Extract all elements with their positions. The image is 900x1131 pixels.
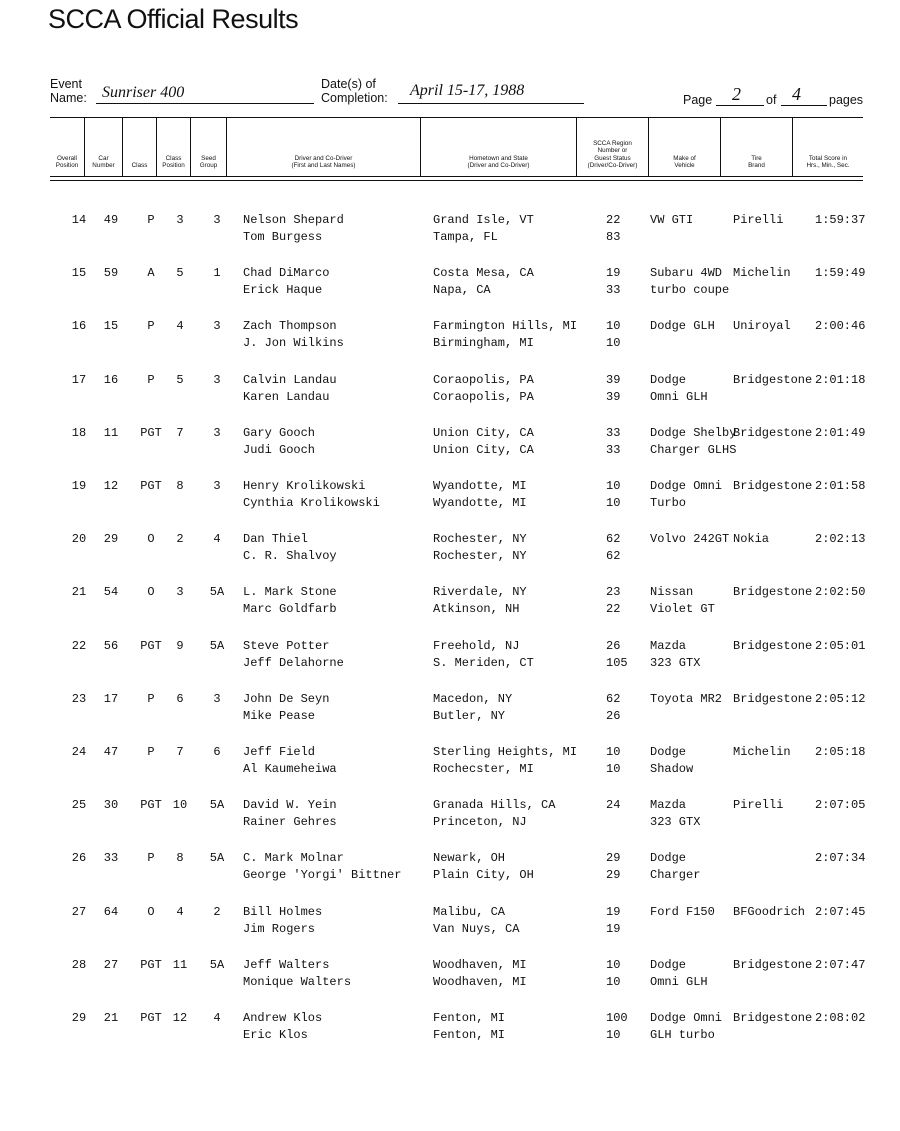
row-driver-region: 10 xyxy=(606,745,621,759)
row-driver-hometown: Freehold, NJ xyxy=(433,638,520,653)
row-total-score: 1:59:49 xyxy=(815,266,866,281)
row-overall-position: 22 xyxy=(71,638,87,653)
row-class: PGT xyxy=(140,798,162,813)
row-codriver-hometown: Fenton, MI xyxy=(433,1028,506,1042)
page-label: Page xyxy=(683,93,713,107)
row-driver-hometown: Union City, CA xyxy=(433,425,534,440)
row-codriver: Monique Walters xyxy=(243,974,352,989)
row-tire-brand: Michelin xyxy=(733,266,791,281)
row-codriver-hometown: Coraopolis, PA xyxy=(433,389,534,404)
row-tire-brand: Bridgestone xyxy=(733,957,813,972)
table-row xyxy=(0,639,900,679)
row-overall-position: 20 xyxy=(71,532,87,547)
row-car-number: 16 xyxy=(103,372,119,387)
row-driver-region: 62 xyxy=(606,532,621,547)
row-codriver-hometown: Plain City, OH xyxy=(433,868,534,883)
row-class: O xyxy=(147,532,155,547)
page-number-underline xyxy=(716,105,764,106)
row-total-score: 2:07:47 xyxy=(815,957,866,972)
row-vehicle-make: Subaru 4WD xyxy=(650,266,723,281)
row-total-score: 2:05:12 xyxy=(815,691,866,706)
event-name-underline xyxy=(96,103,314,104)
row-car-number: 27 xyxy=(103,957,119,972)
row-seed-group: 5A xyxy=(209,851,225,866)
row-driver: Jeff Field xyxy=(243,745,316,759)
col-seed-group: Seed Group xyxy=(190,118,226,176)
row-driver: David W. Yein xyxy=(243,798,337,813)
row-vehicle-make: Nissan xyxy=(650,585,694,600)
row-codriver-region: 29 xyxy=(606,868,621,883)
row-total-score: 2:01:58 xyxy=(815,479,866,493)
row-overall-position: 25 xyxy=(71,798,87,813)
row-codriver-region: 10 xyxy=(606,762,621,776)
table-row xyxy=(0,266,900,306)
row-driver: Nelson Shepard xyxy=(243,213,344,227)
row-driver: L. Mark Stone xyxy=(243,585,337,600)
row-driver: Bill Holmes xyxy=(243,904,323,919)
row-seed-group: 2 xyxy=(213,904,221,919)
row-class: PGT xyxy=(140,425,162,440)
row-codriver: Cynthia Krolikowski xyxy=(243,496,380,510)
row-vehicle-model: Charger xyxy=(650,868,701,883)
row-driver-region: 10 xyxy=(606,319,621,334)
row-vehicle-model: Shadow xyxy=(650,762,694,776)
table-row xyxy=(0,319,900,359)
table-row xyxy=(0,745,900,785)
dates-label-line1: Date(s) of xyxy=(321,77,376,91)
row-codriver: C. R. Shalvoy xyxy=(243,549,337,564)
col-scca-region: SCCA Region Number or Guest Status (Driver/Co-Driver) xyxy=(576,118,648,176)
row-seed-group: 5A xyxy=(209,638,225,653)
row-codriver-region: 33 xyxy=(606,442,621,457)
row-driver-hometown: Sterling Heights, MI xyxy=(433,745,578,759)
row-driver-region: 33 xyxy=(606,425,621,440)
row-class-position: 3 xyxy=(176,213,184,227)
table-row xyxy=(0,532,900,572)
row-vehicle-make: Dodge GLH xyxy=(650,319,715,334)
row-car-number: 56 xyxy=(103,638,119,653)
table-row xyxy=(0,905,900,945)
row-class: P xyxy=(147,745,155,759)
row-codriver-hometown: Atkinson, NH xyxy=(433,602,520,617)
row-codriver: Jeff Delahorne xyxy=(243,655,344,670)
pages-label: pages xyxy=(829,93,864,107)
row-tire-brand: BFGoodrich xyxy=(733,904,806,919)
row-class-position: 12 xyxy=(172,1011,188,1025)
row-seed-group: 5A xyxy=(209,585,225,600)
row-driver-hometown: Granada Hills, CA xyxy=(433,798,556,813)
row-seed-group: 3 xyxy=(213,479,221,493)
row-vehicle-model: GLH turbo xyxy=(650,1028,715,1042)
row-codriver-hometown: Wyandotte, MI xyxy=(433,496,527,510)
row-codriver-hometown: Princeton, NJ xyxy=(433,815,527,830)
col-hometown-state: Hometown and State (Driver and Co-Driver) xyxy=(420,118,576,176)
row-codriver: Tom Burgess xyxy=(243,230,323,244)
row-codriver-hometown: Van Nuys, CA xyxy=(433,921,520,936)
col-class: Class xyxy=(122,118,156,176)
row-codriver-hometown: Birmingham, MI xyxy=(433,336,534,351)
dates-value: April 15-17, 1988 xyxy=(410,82,525,99)
event-name-value: Sunriser 400 xyxy=(102,84,185,101)
row-driver-hometown: Farmington Hills, MI xyxy=(433,319,578,334)
row-seed-group: 4 xyxy=(213,1011,221,1025)
row-class: P xyxy=(147,372,155,387)
row-overall-position: 29 xyxy=(71,1011,87,1025)
row-total-score: 1:59:37 xyxy=(815,213,866,227)
row-vehicle-model: Violet GT xyxy=(650,602,715,617)
row-codriver-region: 19 xyxy=(606,921,621,936)
row-vehicle-make: Dodge xyxy=(650,745,687,759)
row-car-number: 47 xyxy=(103,745,119,759)
row-vehicle-make: Mazda xyxy=(650,798,687,813)
row-overall-position: 17 xyxy=(71,372,87,387)
row-overall-position: 21 xyxy=(71,585,87,600)
table-row xyxy=(0,958,900,998)
row-vehicle-make: Dodge Omni xyxy=(650,479,723,493)
col-driver-codriver: Driver and Co-Driver (First and Last Names) xyxy=(226,118,420,176)
row-car-number: 29 xyxy=(103,532,119,547)
row-class-position: 10 xyxy=(172,798,188,813)
row-tire-brand: Bridgestone xyxy=(733,585,813,600)
row-car-number: 30 xyxy=(103,798,119,813)
row-vehicle-make: Toyota MR2 xyxy=(650,691,723,706)
row-codriver-region: 83 xyxy=(606,230,621,244)
row-driver: Jeff Walters xyxy=(243,957,330,972)
row-driver-region: 26 xyxy=(606,638,621,653)
row-seed-group: 5A xyxy=(209,957,225,972)
table-row xyxy=(0,1011,900,1051)
table-row xyxy=(0,851,900,891)
row-driver-region: 10 xyxy=(606,479,621,493)
row-codriver-region: 105 xyxy=(606,655,628,670)
table-row xyxy=(0,213,900,253)
row-car-number: 33 xyxy=(103,851,119,866)
row-class-position: 11 xyxy=(172,957,188,972)
row-class-position: 8 xyxy=(176,479,184,493)
row-tire-brand: Michelin xyxy=(733,745,791,759)
row-total-score: 2:07:05 xyxy=(815,798,866,813)
of-label: of xyxy=(766,93,777,107)
row-class: P xyxy=(147,319,155,334)
row-codriver: Erick Haque xyxy=(243,283,323,298)
row-codriver-region: 22 xyxy=(606,602,621,617)
row-overall-position: 19 xyxy=(71,479,87,493)
row-driver: Chad DiMarco xyxy=(243,266,330,281)
row-class-position: 8 xyxy=(176,851,184,866)
row-vehicle-model: Omni GLH xyxy=(650,974,708,989)
row-driver-region: 29 xyxy=(606,851,621,866)
row-overall-position: 14 xyxy=(71,213,87,227)
row-total-score: 2:02:50 xyxy=(815,585,866,600)
page-title: SCCA Official Results xyxy=(48,4,299,34)
row-codriver-region: 10 xyxy=(606,974,621,989)
row-seed-group: 5A xyxy=(209,798,225,813)
row-driver: John De Seyn xyxy=(243,691,330,706)
row-vehicle-make: Mazda xyxy=(650,638,687,653)
row-driver-hometown: Woodhaven, MI xyxy=(433,957,527,972)
row-driver: Steve Potter xyxy=(243,638,330,653)
row-total-score: 2:00:46 xyxy=(815,319,866,334)
row-class: PGT xyxy=(140,638,162,653)
row-class: O xyxy=(147,904,155,919)
row-tire-brand: Bridgestone xyxy=(733,691,813,706)
page-number: 2 xyxy=(732,84,741,104)
row-vehicle-make: VW GTI xyxy=(650,213,694,227)
row-driver-hometown: Wyandotte, MI xyxy=(433,479,527,493)
row-class: P xyxy=(147,213,155,227)
row-class: PGT xyxy=(140,479,162,493)
row-codriver: George 'Yorgi' Bittner xyxy=(243,868,402,883)
dates-label-line2: Completion: xyxy=(321,91,388,105)
row-class: P xyxy=(147,851,155,866)
row-overall-position: 24 xyxy=(71,745,87,759)
col-car-number: Car Number xyxy=(84,118,122,176)
row-codriver-region: 10 xyxy=(606,336,621,351)
row-codriver: Karen Landau xyxy=(243,389,330,404)
row-total-score: 2:08:02 xyxy=(815,1011,866,1025)
row-overall-position: 16 xyxy=(71,319,87,334)
row-driver-hometown: Riverdale, NY xyxy=(433,585,527,600)
row-class: PGT xyxy=(140,957,162,972)
row-class: A xyxy=(147,266,155,281)
row-driver-region: 24 xyxy=(606,798,621,813)
event-label-line2: Name: xyxy=(50,91,87,105)
row-driver-hometown: Rochester, NY xyxy=(433,532,527,547)
table-row xyxy=(0,479,900,519)
row-car-number: 64 xyxy=(103,904,119,919)
row-total-score: 2:01:49 xyxy=(815,425,866,440)
row-driver-region: 22 xyxy=(606,213,621,227)
row-vehicle-make: Ford F150 xyxy=(650,904,715,919)
row-codriver-hometown: Butler, NY xyxy=(433,708,506,723)
row-codriver: Judi Gooch xyxy=(243,442,316,457)
row-codriver: Al Kaumeheiwa xyxy=(243,762,337,776)
row-vehicle-make: Volvo 242GT xyxy=(650,532,730,547)
row-car-number: 49 xyxy=(103,213,119,227)
table-row xyxy=(0,426,900,466)
row-codriver-hometown: Rochester, NY xyxy=(433,549,527,564)
row-codriver: Eric Klos xyxy=(243,1028,308,1042)
row-class-position: 3 xyxy=(176,585,184,600)
row-vehicle-make: Dodge Omni xyxy=(650,1011,723,1025)
row-total-score: 2:07:34 xyxy=(815,851,866,866)
row-seed-group: 3 xyxy=(213,213,221,227)
row-vehicle-model: 323 GTX xyxy=(650,815,701,830)
row-driver-region: 62 xyxy=(606,691,621,706)
row-class-position: 5 xyxy=(176,266,184,281)
row-driver: Gary Gooch xyxy=(243,425,316,440)
row-vehicle-model: Charger GLHS xyxy=(650,442,737,457)
row-total-score: 2:05:18 xyxy=(815,745,866,759)
row-driver-hometown: Malibu, CA xyxy=(433,904,506,919)
row-seed-group: 6 xyxy=(213,745,221,759)
row-driver: Calvin Landau xyxy=(243,372,337,387)
row-driver-region: 19 xyxy=(606,904,621,919)
row-tire-brand: Bridgestone xyxy=(733,1011,813,1025)
row-class-position: 7 xyxy=(176,745,184,759)
row-vehicle-make: Dodge xyxy=(650,851,687,866)
col-overall-position: Overall Position xyxy=(55,154,79,169)
row-codriver: J. Jon Wilkins xyxy=(243,336,344,351)
row-class-position: 4 xyxy=(176,319,184,334)
row-seed-group: 1 xyxy=(213,266,221,281)
row-tire-brand: Pirelli xyxy=(733,213,784,227)
row-driver-hometown: Fenton, MI xyxy=(433,1011,506,1025)
row-codriver: Mike Pease xyxy=(243,708,316,723)
row-codriver-region: 62 xyxy=(606,549,621,564)
page-total: 4 xyxy=(792,84,801,104)
row-tire-brand: Bridgestone xyxy=(733,425,813,440)
row-class: P xyxy=(147,691,155,706)
row-vehicle-model: Turbo xyxy=(650,496,687,510)
row-overall-position: 26 xyxy=(71,851,87,866)
row-driver: Andrew Klos xyxy=(243,1011,323,1025)
col-total-score: Total Score in Hrs., Min., Sec. xyxy=(792,118,863,176)
row-seed-group: 3 xyxy=(213,425,221,440)
row-overall-position: 27 xyxy=(71,904,87,919)
row-driver-hometown: Grand Isle, VT xyxy=(433,213,534,227)
row-seed-group: 3 xyxy=(213,372,221,387)
row-tire-brand: Pirelli xyxy=(733,798,784,813)
row-codriver-hometown: Tampa, FL xyxy=(433,230,498,244)
row-tire-brand: Uniroyal xyxy=(733,319,791,334)
row-driver-hometown: Costa Mesa, CA xyxy=(433,266,534,281)
row-codriver-region: 10 xyxy=(606,1028,621,1042)
row-codriver-hometown: Woodhaven, MI xyxy=(433,974,527,989)
row-total-score: 2:07:45 xyxy=(815,904,866,919)
row-driver: Dan Thiel xyxy=(243,532,308,547)
row-codriver-region: 26 xyxy=(606,708,621,723)
row-driver-region: 23 xyxy=(606,585,621,600)
row-driver: C. Mark Molnar xyxy=(243,851,344,866)
row-class-position: 9 xyxy=(176,638,184,653)
row-car-number: 11 xyxy=(103,425,119,440)
col-make-of-vehicle: Make of Vehicle xyxy=(648,118,720,176)
row-driver-region: 10 xyxy=(606,957,621,972)
row-class-position: 6 xyxy=(176,691,184,706)
row-total-score: 2:01:18 xyxy=(815,372,866,387)
table-row xyxy=(0,585,900,625)
row-vehicle-model: 323 GTX xyxy=(650,655,701,670)
col-class-position: Class Position xyxy=(156,118,190,176)
row-driver-region: 19 xyxy=(606,266,621,281)
row-codriver: Rainer Gehres xyxy=(243,815,337,830)
row-driver-region: 100 xyxy=(606,1011,628,1025)
row-driver-hometown: Macedon, NY xyxy=(433,691,513,706)
row-codriver-hometown: Rochecster, MI xyxy=(433,762,534,776)
row-class: PGT xyxy=(140,1011,162,1025)
row-driver-region: 39 xyxy=(606,372,621,387)
row-vehicle-model: turbo coupe xyxy=(650,283,730,298)
table-row xyxy=(0,798,900,838)
event-label-line1: Event xyxy=(50,77,82,91)
row-car-number: 54 xyxy=(103,585,119,600)
row-driver-hometown: Newark, OH xyxy=(433,851,506,866)
row-overall-position: 28 xyxy=(71,957,87,972)
row-vehicle-make: Dodge xyxy=(650,957,687,972)
row-codriver: Marc Goldfarb xyxy=(243,602,337,617)
row-tire-brand: Bridgestone xyxy=(733,372,813,387)
row-class-position: 2 xyxy=(176,532,184,547)
row-codriver-hometown: Union City, CA xyxy=(433,442,534,457)
row-overall-position: 15 xyxy=(71,266,87,281)
row-class-position: 5 xyxy=(176,372,184,387)
table-row xyxy=(0,692,900,732)
row-driver-hometown: Coraopolis, PA xyxy=(433,372,534,387)
dates-underline xyxy=(398,103,584,104)
row-class: O xyxy=(147,585,155,600)
row-codriver-region: 33 xyxy=(606,283,621,298)
row-seed-group: 3 xyxy=(213,319,221,334)
row-driver: Henry Krolikowski xyxy=(243,479,366,493)
row-seed-group: 3 xyxy=(213,691,221,706)
row-car-number: 12 xyxy=(103,479,119,493)
page-total-underline xyxy=(781,105,827,106)
row-codriver-hometown: S. Meriden, CT xyxy=(433,655,534,670)
row-car-number: 59 xyxy=(103,266,119,281)
row-codriver-hometown: Napa, CA xyxy=(433,283,491,298)
row-tire-brand: Bridgestone xyxy=(733,638,813,653)
row-codriver: Jim Rogers xyxy=(243,921,316,936)
row-driver: Zach Thompson xyxy=(243,319,337,334)
row-vehicle-model: Omni GLH xyxy=(650,389,708,404)
row-car-number: 15 xyxy=(103,319,119,334)
row-codriver-region: 10 xyxy=(606,496,621,510)
row-codriver-region: 39 xyxy=(606,389,621,404)
row-tire-brand: Bridgestone xyxy=(733,479,813,493)
row-vehicle-make: Dodge xyxy=(650,372,687,387)
column-header-row xyxy=(50,117,863,177)
row-class-position: 7 xyxy=(176,425,184,440)
table-row xyxy=(0,373,900,413)
row-total-score: 2:05:01 xyxy=(815,638,866,653)
row-total-score: 2:02:13 xyxy=(815,532,866,547)
row-car-number: 17 xyxy=(103,691,119,706)
row-overall-position: 23 xyxy=(71,691,87,706)
row-vehicle-make: Dodge Shelby xyxy=(650,425,737,440)
row-class-position: 4 xyxy=(176,904,184,919)
col-tire-brand: Tire Brand xyxy=(720,118,792,176)
row-seed-group: 4 xyxy=(213,532,221,547)
row-car-number: 21 xyxy=(103,1011,119,1025)
header-double-rule xyxy=(50,180,863,181)
row-tire-brand: Nokia xyxy=(733,532,770,547)
row-overall-position: 18 xyxy=(71,425,87,440)
